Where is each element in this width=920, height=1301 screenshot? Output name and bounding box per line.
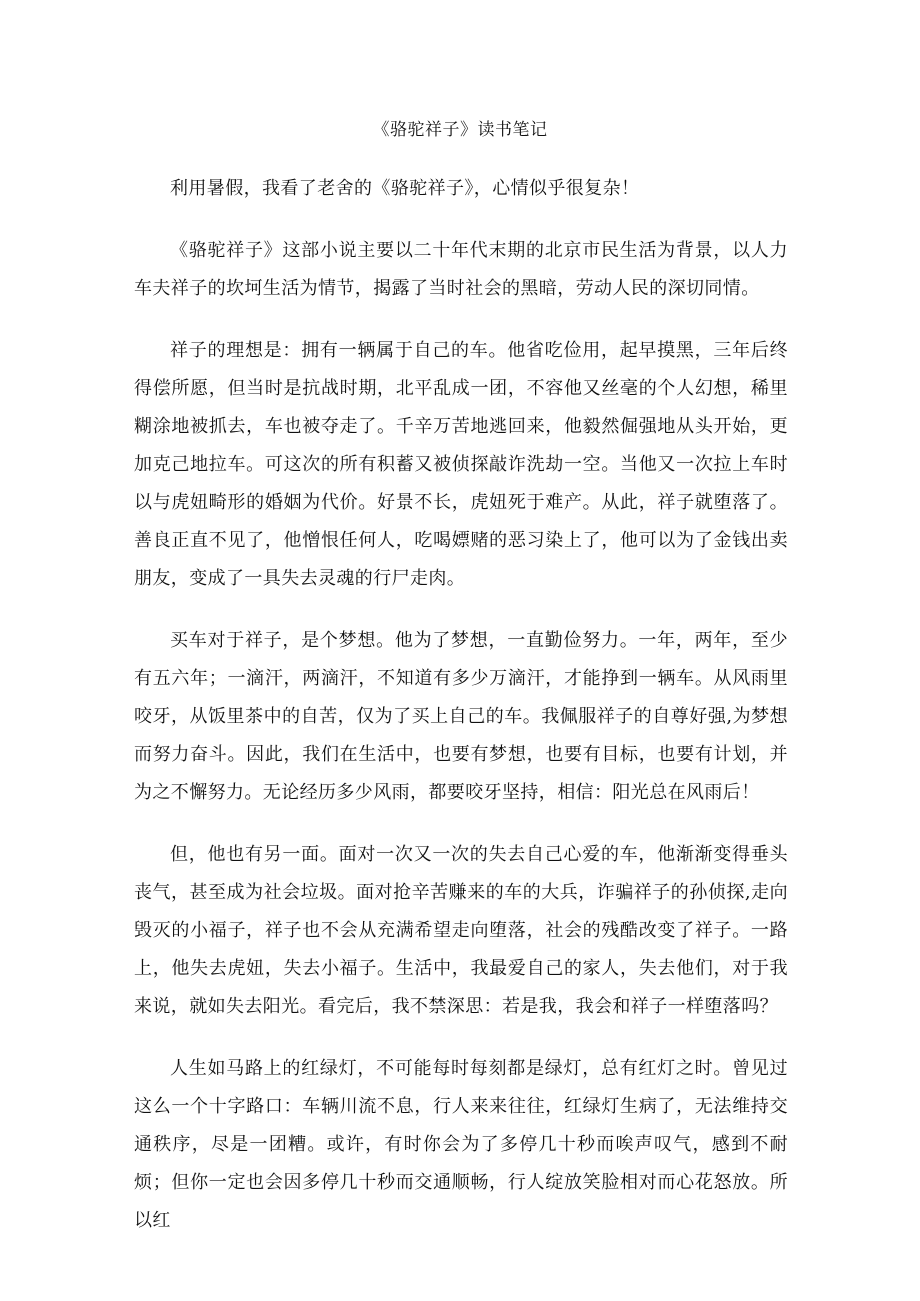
- paragraph-xiangzi-ideal: 祥子的理想是：拥有一辆属于自己的车。他省吃俭用，起早摸黑，三年后终得偿所愿，但当时是抗战时期，北平乱成一团，不容他又丝毫的个人幻想，稀里糊涂地被抓去，车也被夺走了。千辛万苦地逃回来，他毅然倔强地从头开始，更加克己地拉车。可这次的所有积蓄又被侦探敲诈洗劫一空。当他又一次拉上车时以与虎妞畸形的婚姻为代价。好景不长，虎妞死于难产。从此，祥子就堕落了。善良正直不见了，他憎恨任何人，吃喝嫖赌的恶习染上了，他可以为了金钱出卖朋友，变成了一具失去灵魂的行尸走肉。: [134, 340, 788, 589]
- paragraph-other-side: 但，他也有另一面。面对一次又一次的失去自己心爱的车，他渐渐变得垂头丧气，甚至成为社会垃圾。面对抢辛苦赚来的车的大兵，诈骗祥子的孙侦探,走向毁灭的小福子，祥子也不会从充满希望走向堕落，社会的残酷改变了祥子。一路上，他失去虎妞，失去小福子。生活中，我最爱自己的家人，失去他们，对于我来说，就如失去阳光。看完后，我不禁深思：若是我，我会和祥子一样堕落吗？: [134, 844, 788, 1017]
- document-body: [134, 170, 788, 1264]
- document-title: 《骆驼祥子》读书笔记: [372, 120, 548, 140]
- paragraph-traffic-light: 人生如马路上的红绿灯，不可能每时每刻都是绿灯，总有红灯之时。曾见过这么一个十字路口：车辆川流不息，行人来来往往，红绿灯生病了，无法维持交通秩序，尽是一团糟。或许，有时你会为了多停几十秒而唉声叹气，感到不耐烦；但你一定也会因多停几十秒而交通顺畅，行人绽放笑脸相对而心花怒放。所以红: [134, 1058, 788, 1231]
- paragraph-intro: 利用暑假，我看了老舍的《骆驼祥子》，心情似乎很复杂！: [170, 178, 640, 199]
- paragraph-novel-summary: 《骆驼祥子》这部小说主要以二十年代末期的北京市民生活为背景，以人力车夫祥子的坎坷生活为情节，揭露了当时社会的黑暗，劳动人民的深切同情。: [134, 240, 788, 299]
- paragraph-dream-of-car: 买车对于祥子，是个梦想。他为了梦想，一直勤俭努力。一年，两年，至少有五六年；一滴汗，两滴汗，不知道有多少万滴汗，才能挣到一辆车。从风雨里咬牙，从饭里茶中的自苦，仅为了买上自己的车。我佩服祥子的自尊好强,为梦想而努力奋斗。因此，我们在生活中，也要有梦想，也要有目标，也要有计划，并为之不懈努力。无论经历多少风雨，都要咬牙坚持，相信：阳光总在风雨后！: [134, 630, 788, 803]
